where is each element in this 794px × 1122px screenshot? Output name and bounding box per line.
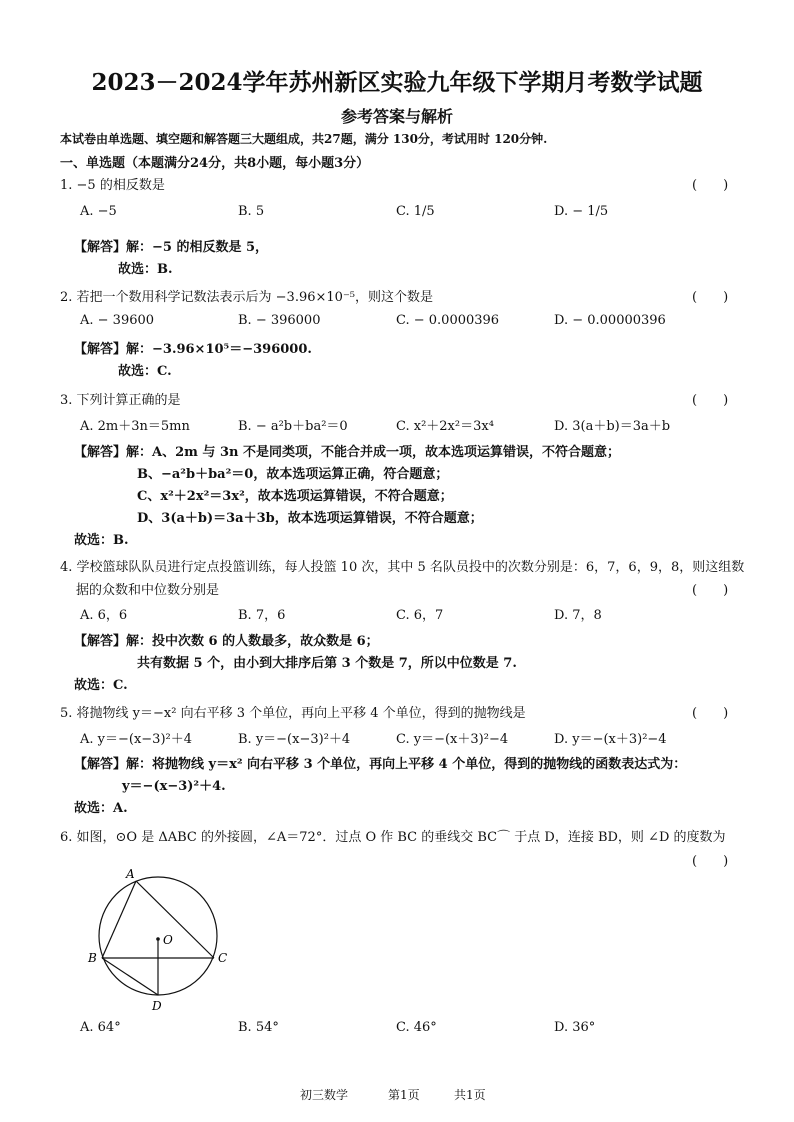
question-4-option-b: B. 7，6 xyxy=(238,608,286,623)
question-1-stem: 1. −5 的相反数是 xyxy=(60,178,165,193)
label-o: O xyxy=(163,933,173,947)
answer-blank: ( ) xyxy=(692,290,729,305)
question-3-stem: 3. 下列计算正确的是 xyxy=(60,393,181,408)
question-5-option-b: B. y＝−(x−3)²＋4 xyxy=(238,732,351,747)
segment-ab xyxy=(102,881,136,958)
question-4-solution-median: 共有数据 5 个，由小到大排序后第 3 个数是 7，所以中位数是 7. xyxy=(137,656,517,671)
center-point xyxy=(156,937,160,941)
footer-subject: 初三数学 xyxy=(300,1088,349,1102)
question-2-option-d: D. − 0.00000396 xyxy=(554,313,666,328)
question-2-stem: 2. 若把一个数用科学记数法表示后为 −3.96×10⁻⁵，则这个数是 xyxy=(60,290,434,305)
question-5-option-c: C. y＝−(x＋3)²−4 xyxy=(396,732,509,747)
question-3-solution-a: 【解答】解：A、2m 与 3n 不是同类项，不能合并成一项，故本选项运算错误，不符合题意； xyxy=(74,445,620,460)
question-4-stem-line-2: 据的众数和中位数分别是 xyxy=(76,583,220,598)
question-4-option-d: D. 7，8 xyxy=(554,608,602,623)
question-6-option-d: D. 36° xyxy=(554,1020,596,1035)
question-6-option-b: B. 54° xyxy=(238,1020,279,1035)
question-6-stem: 6. 如图，⊙O 是 ΔABC 的外接圆，∠A＝72°．过点 O 作 BC 的垂线交 BC⌒ 于点 D，连接 BD，则 ∠D 的度数为 xyxy=(60,830,726,845)
page-title: 2023－2024学年苏州新区实验九年级下学期月考数学试题 xyxy=(91,69,703,96)
question-4-choice: 故选：C. xyxy=(74,678,128,693)
label-c: C xyxy=(218,951,228,965)
answer-blank: ( ) xyxy=(692,583,729,598)
question-5-stem: 5. 将抛物线 y＝−x² 向右平移 3 个单位，再向上平移 4 个单位，得到的抛物线是 xyxy=(60,706,526,721)
question-2-option-a: A. − 39600 xyxy=(80,313,155,328)
answer-blank: ( ) xyxy=(692,178,729,193)
question-3-option-d: D. 3(a＋b)＝3a＋b xyxy=(554,419,671,434)
segment-bd xyxy=(102,958,158,995)
circle-figure xyxy=(86,864,238,1014)
question-5-choice: 故选：A. xyxy=(74,801,128,816)
page-subtitle: 参考答案与解析 xyxy=(340,107,453,126)
label-d: D xyxy=(152,999,162,1013)
question-3-solution-d: D、3(a＋b)＝3a＋3b，故本选项运算错误，不符合题意； xyxy=(137,511,483,526)
question-3-solution-b: B、−a²b＋ba²＝0，故本选项运算正确，符合题意； xyxy=(137,467,449,482)
segment-ac xyxy=(136,881,214,958)
question-4-stem-line-1: 4. 学校篮球队队员进行定点投篮训练，每人投篮 10 次，其中 5 名队员投中的次数分别是：6，7，6，9，8，则这组数 xyxy=(60,560,745,575)
answer-blank: ( ) xyxy=(692,854,729,869)
question-3-solution-c: C、x²＋2x²＝3x²，故本选项运算错误，不符合题意； xyxy=(137,489,453,504)
answer-blank: ( ) xyxy=(692,706,729,721)
question-1-option-a: A. −5 xyxy=(80,204,117,219)
section-heading: 一、单选题（本题满分24分，共8小题，每小题3分） xyxy=(60,156,370,171)
question-1-option-d: D. − 1/5 xyxy=(554,204,609,219)
question-5-solution-formula: y＝−(x−3)²＋4. xyxy=(122,779,226,794)
question-4-solution-mode: 【解答】解：投中次数 6 的人数最多，故众数是 6； xyxy=(74,634,379,649)
question-3-choice: 故选：B. xyxy=(74,533,129,548)
question-5-option-d: D. y＝−(x＋3)²−4 xyxy=(554,732,667,747)
question-5-option-a: A. y＝−(x−3)²＋4 xyxy=(80,732,193,747)
label-a: A xyxy=(126,867,135,881)
question-3-option-c: C. x²＋2x²＝3x⁴ xyxy=(396,419,494,434)
question-1-option-b: B. 5 xyxy=(238,204,265,219)
question-2-option-b: B. − 396000 xyxy=(238,313,321,328)
question-2-choice: 故选：C. xyxy=(118,364,172,379)
exam-intro: 本试卷由单选题、填空题和解答题三大题组成，共27题，满分 130分，考试用时 120分钟. xyxy=(60,132,548,146)
question-4-option-a: A. 6，6 xyxy=(80,608,128,623)
question-5-solution: 【解答】解：将抛物线 y＝x² 向右平移 3 个单位，再向上平移 4 个单位，得到的抛物线的函数表达式为： xyxy=(74,757,687,772)
question-1-choice: 故选：B. xyxy=(118,262,173,277)
question-2-solution: 【解答】解：−3.96×10⁵＝−396000. xyxy=(74,342,312,357)
label-b: B xyxy=(88,951,97,965)
answer-blank: ( ) xyxy=(692,393,729,408)
question-6-option-c: C. 46° xyxy=(396,1020,437,1035)
question-4-option-c: C. 6，7 xyxy=(396,608,444,623)
question-1-solution: 【解答】解：−5 的相反数是 5， xyxy=(74,240,269,255)
question-2-option-c: C. − 0.0000396 xyxy=(396,313,500,328)
footer-total-pages: 共1页 xyxy=(454,1088,486,1102)
question-1-option-c: C. 1/5 xyxy=(396,204,435,219)
question-3-option-b: B. − a²b＋ba²＝0 xyxy=(238,419,348,434)
question-3-option-a: A. 2m＋3n＝5mn xyxy=(80,419,190,434)
footer-page-number: 第1页 xyxy=(388,1088,420,1102)
question-6-option-a: A. 64° xyxy=(80,1020,121,1035)
